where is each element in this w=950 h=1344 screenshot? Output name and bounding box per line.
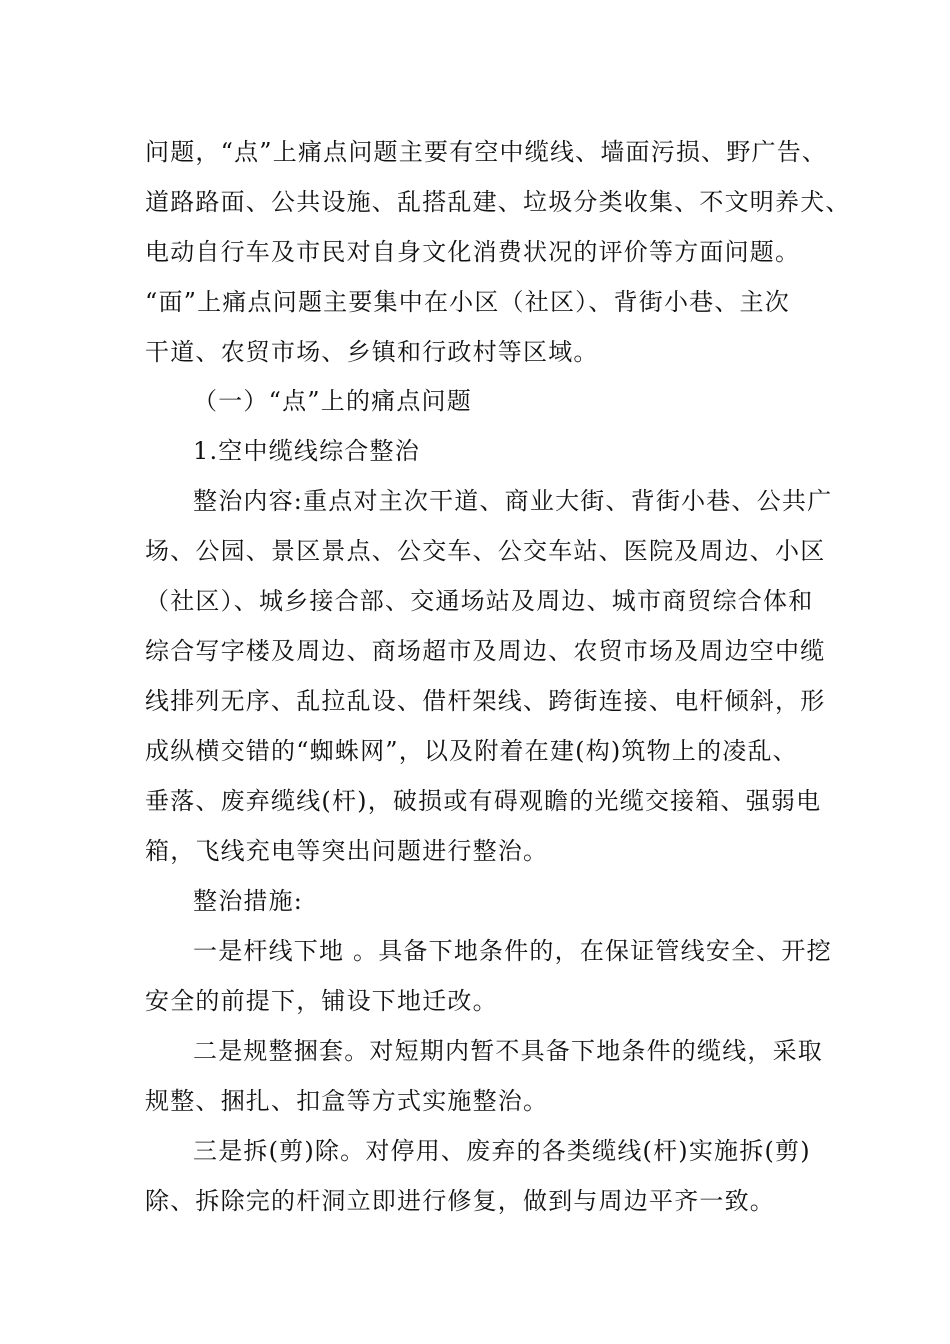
paragraph-line: 道路路面、公共设施、乱搭乱建、垃圾分类收集、不文明养犬、 — [145, 188, 851, 216]
paragraph-line: 干道、农贸市场、乡镇和行政村等区域。 — [145, 338, 599, 366]
paragraph-line: （社区）、城乡接合部、交通场站及周边、城市商贸综合体和 — [145, 587, 814, 615]
paragraph-line: 除、拆除完的杆洞立即进行修复，做到与周边平齐一致。 — [145, 1187, 775, 1215]
paragraph-line: 垂落、废弃缆线(杆)，破损或有碍观瞻的光缆交接箱、强弱电 — [145, 787, 822, 815]
paragraph-line: 安全的前提下，铺设下地迁改。 — [145, 987, 498, 1015]
paragraph-line: 箱，飞线充电等突出问题进行整治。 — [145, 837, 549, 865]
paragraph-line: 问题，“点”上痛点问题主要有空中缆线、墙面污损、野广告、 — [145, 138, 828, 166]
paragraph-line: “面”上痛点问题主要集中在小区（社区）、背街小巷、主次 — [145, 288, 790, 316]
paragraph-line: 综合写字楼及周边、商场超市及周边、农贸市场及周边空中缆 — [145, 637, 826, 665]
paragraph-line: 成纵横交错的“蜘蛛网”，以及附着在建(构)筑物上的凌乱、 — [145, 737, 798, 765]
paragraph-line: 场、公园、景区景点、公交车、公交车站、医院及周边、小区 — [145, 537, 826, 565]
paragraph-line: 线排列无序、乱拉乱设、借杆架线、跨街连接、电杆倾斜，形 — [145, 687, 826, 715]
subsection-heading: 1.空中缆线综合整治 — [193, 437, 420, 465]
paragraph-line: 电动自行车及市民对自身文化消费状况的评价等方面问题。 — [145, 238, 801, 266]
paragraph-line: 规整、捆扎、扣盒等方式实施整治。 — [145, 1087, 549, 1115]
paragraph-line: 整治内容:重点对主次干道、商业大街、背街小巷、公共广 — [193, 487, 833, 515]
paragraph-line: 二是规整捆套。对短期内暂不具备下地条件的缆线，采取 — [193, 1037, 823, 1065]
paragraph-line: 一是杆线下地 。具备下地条件的，在保证管线安全、开挖 — [193, 937, 832, 965]
section-heading: （一）“点”上的痛点问题 — [193, 387, 472, 415]
paragraph-line: 整治措施: — [193, 887, 304, 915]
paragraph-line: 三是拆(剪)除。对停用、废弃的各类缆线(杆)实施拆(剪) — [193, 1137, 811, 1165]
